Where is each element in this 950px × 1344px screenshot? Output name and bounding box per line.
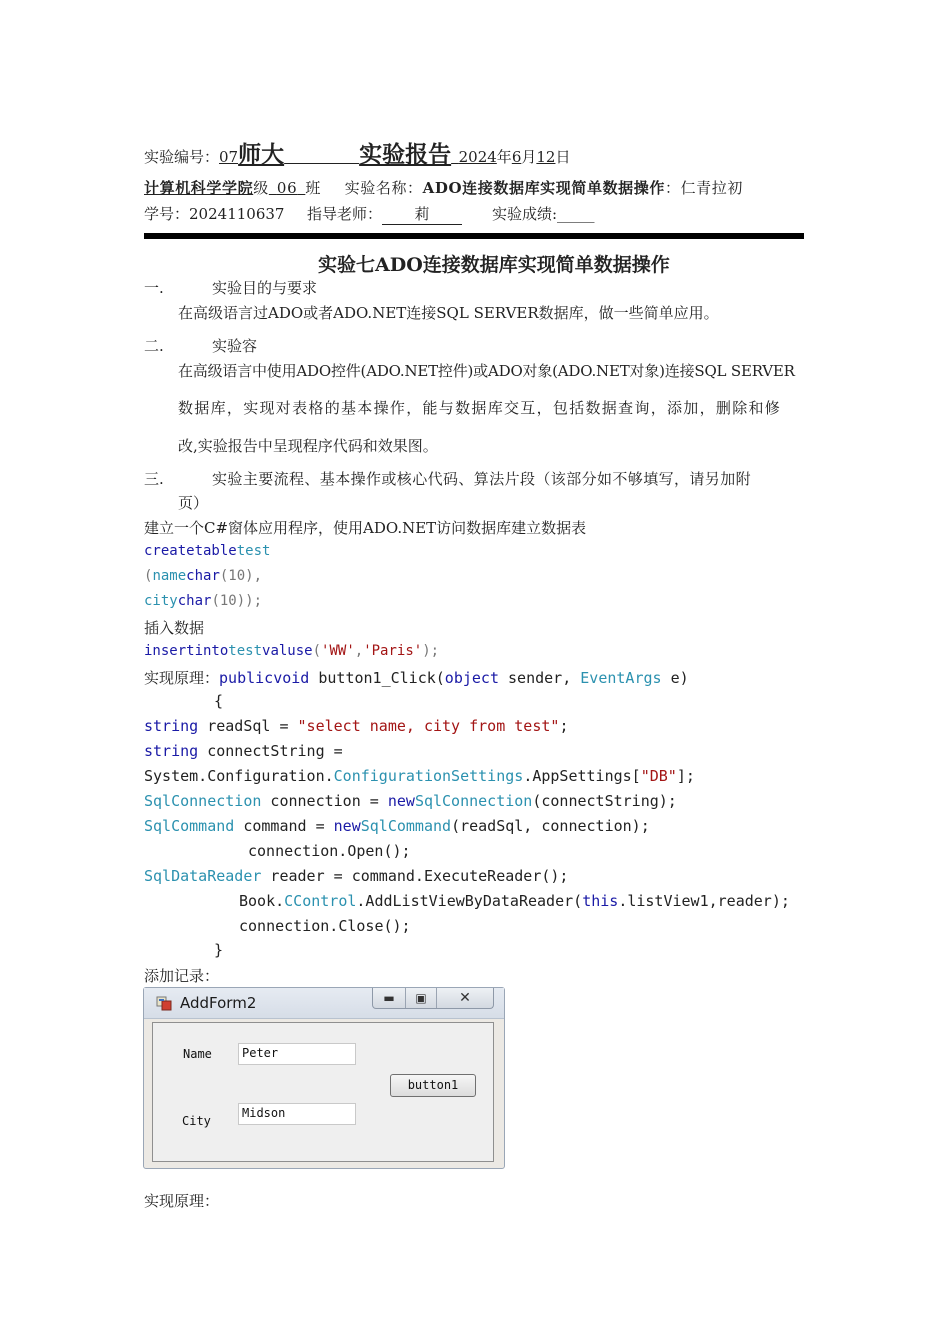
score-value: _____ xyxy=(557,205,595,223)
exp-no: 07 xyxy=(219,148,239,166)
school-name: 师大 xyxy=(238,141,285,168)
month-unit: 月 xyxy=(521,148,537,166)
impl-label-2: 实现原理： xyxy=(144,1192,220,1210)
code-config-line: System.Configuration.ConfigurationSettings.AppSettings["DB"]; xyxy=(144,767,695,785)
section-2-title: 实验容 xyxy=(212,337,258,355)
sql-name-line: (namechar(10), xyxy=(144,568,263,584)
minimize-icon[interactable]: ▬ xyxy=(373,988,406,1008)
header-line-1 xyxy=(144,136,570,169)
intro-text: 建立一个C#窗体应用程序，使用ADO.NET访问数据库建立数据表 xyxy=(144,519,587,537)
code-method-line: 实现原理：publicvoid button1_Click(object sender, EventArgs e) xyxy=(144,669,689,687)
close-icon[interactable]: ✕ xyxy=(459,990,471,1006)
section-1-heading xyxy=(144,277,318,298)
day-unit: 日 xyxy=(555,148,571,166)
form-titlebar xyxy=(144,988,504,1019)
divider-rule xyxy=(144,233,804,239)
student-id-label: 学号： xyxy=(144,205,190,223)
section-3-title: 实验主要流程、基本操作或核心代码、算法片段（该部分如不够填写，请另加附 xyxy=(212,470,752,488)
impl-label: 实现原理： xyxy=(144,669,220,687)
maximize-icon[interactable]: ▣ xyxy=(406,988,437,1008)
sql-create-line: createtabletest xyxy=(144,543,271,559)
student-id: 2024110637 xyxy=(189,205,285,223)
section-2-heading xyxy=(144,335,258,356)
header-gap xyxy=(284,148,359,166)
report-day: 12 xyxy=(536,148,556,166)
student-name: ：仁青拉初 xyxy=(664,179,743,197)
report-month: 6 xyxy=(511,148,522,166)
section-2-num: 二. xyxy=(144,337,164,355)
class-no: 06 xyxy=(276,179,298,197)
section-2-body-3: 改,实验报告中呈现程序代码和效果图。 xyxy=(178,437,438,455)
report-year: 2024 xyxy=(458,148,497,166)
teacher-name: 莉 xyxy=(382,203,462,225)
app-icon xyxy=(156,995,172,1011)
code-connstr-line: string connectString = xyxy=(144,742,343,760)
form-client-area xyxy=(152,1022,494,1162)
sql-city-line: citychar(10)); xyxy=(144,593,263,609)
city-label: City xyxy=(182,1114,211,1128)
section-1-body: 在高级语言过ADO或者ADO.NET连接SQL SERVER数据库，做一些简单应用。 xyxy=(178,304,719,322)
score-label: 实验成绩: xyxy=(491,205,558,223)
section-3-num: 三. xyxy=(144,470,164,488)
code-book-line: Book.CControl.AddListViewByDataReader(this.listView1,reader); xyxy=(239,892,790,910)
section-2-body-2: 数据库，实现对表格的基本操作，能与数据库交互，包括数据查询，添加，删除和修 xyxy=(178,399,782,417)
name-label: Name xyxy=(183,1047,212,1061)
header-line-3 xyxy=(144,203,595,225)
doc-title: 实验七ADO连接数据库实现简单数据操作 xyxy=(318,254,670,276)
code-readsql-line: string readSql = "select name, city from test"; xyxy=(144,717,569,735)
section-1-title: 实验目的与要求 xyxy=(212,279,318,297)
code-reader-line: SqlDataReader reader = command.ExecuteReader(); xyxy=(144,867,569,885)
code-open-brace: { xyxy=(214,692,224,710)
code-sqlcmd-line: SqlCommand command = newSqlCommand(readSql, connection); xyxy=(144,817,650,835)
header-line-2 xyxy=(144,177,743,198)
grade-label: 级 xyxy=(253,179,269,197)
form-title: AddForm2 xyxy=(180,994,257,1012)
exp-name: ADO连接数据库实现简单数据操作 xyxy=(422,179,665,197)
section-2-body-1: 在高级语言中使用ADO控件(ADO.NET控件)或ADO对象(ADO.NET对象)连接SQL SERVER xyxy=(178,362,795,380)
header-gap-2 xyxy=(451,148,459,166)
teacher-label: 指导老师： xyxy=(306,205,382,223)
section-3-heading xyxy=(144,468,752,489)
code-close-brace: } xyxy=(214,941,224,959)
exp-no-label: 实验编号： xyxy=(144,148,220,166)
department: 计算机科学学院 xyxy=(144,179,254,197)
add-record-label: 添加记录： xyxy=(144,967,220,985)
sql-insert-line: insertintotestvaluse('WW','Paris'); xyxy=(144,643,440,659)
code-sqlconn-line: SqlConnection connection = newSqlConnection(connectString); xyxy=(144,792,677,810)
section-3-title-cont: 页） xyxy=(178,494,209,512)
name-input[interactable]: Peter xyxy=(238,1043,356,1065)
insert-label: 插入数据 xyxy=(144,619,205,637)
year-unit: 年 xyxy=(496,148,512,166)
exp-name-label: 实验名称： xyxy=(344,179,423,197)
code-open-line: connection.Open(); xyxy=(248,842,411,860)
button1[interactable]: button1 xyxy=(390,1074,476,1097)
window-controls xyxy=(372,988,494,1009)
report-title: 实验报告 xyxy=(359,141,452,168)
code-close-line: connection.Close(); xyxy=(239,917,411,935)
class-label: 班 xyxy=(305,179,321,197)
section-1-num: 一. xyxy=(144,279,164,297)
city-input[interactable]: Midson xyxy=(238,1103,356,1125)
addform-screenshot xyxy=(143,987,505,1169)
